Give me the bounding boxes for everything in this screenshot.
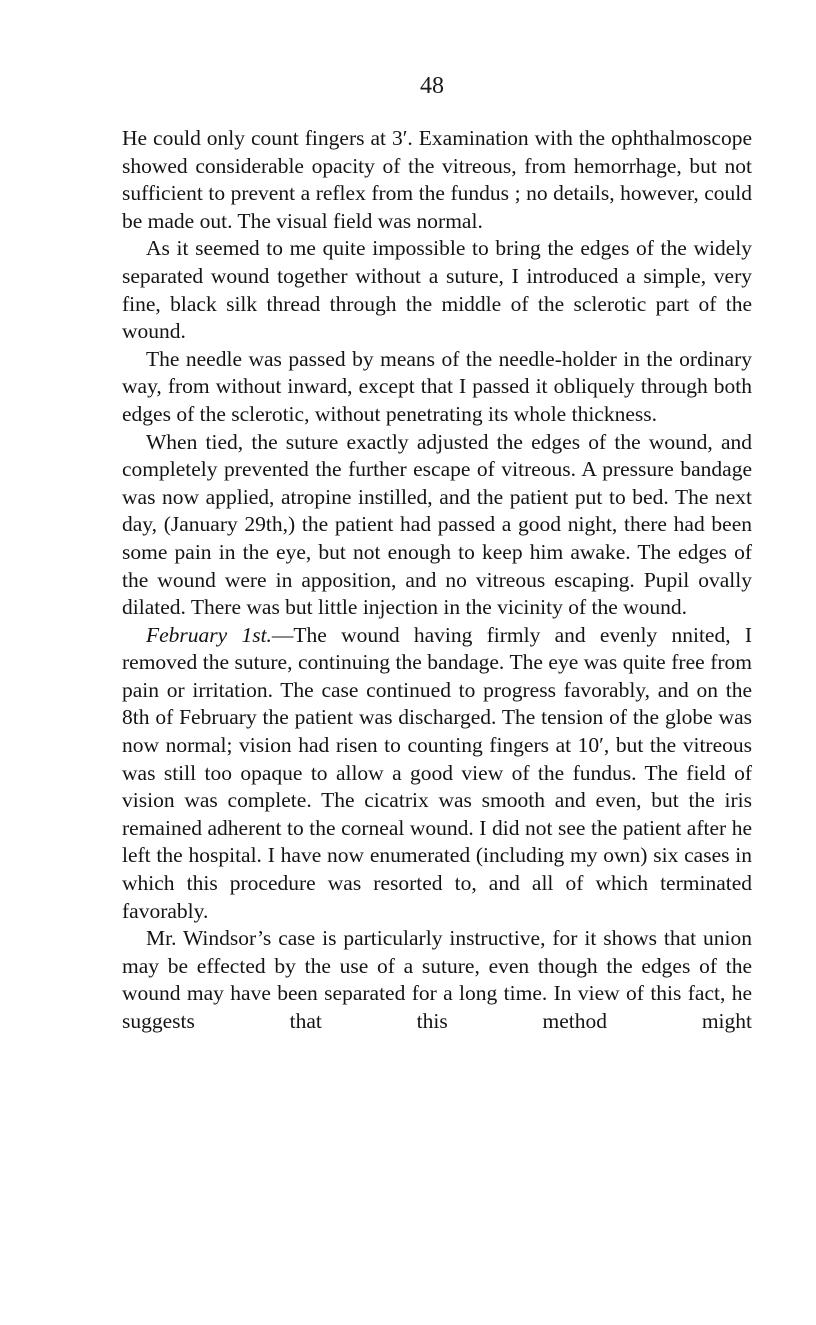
page-number: 48 (420, 73, 444, 99)
date-heading: February 1st. (146, 622, 272, 647)
paragraph-5-text: —The wound having firmly and evenly nnited, I removed the suture, continuing the bandage. The eye was quite free from pain or irritation. The case continued to progress favorably, and on the 8th of February the patient was discharged. The tension of the globe was now normal; vision had risen to counting fingers at 10′, but the vitreous was still too opaque to allow a good view of the fundus. The field of vision was complete. The cicatrix was smooth and even, but the iris remained adherent to the corneal wound. I did not see the patient after he left the hospital. I have now enumerated (including my own) six cases in which this procedure was resorted to, and all of which terminated favorably. (122, 622, 752, 923)
paragraph-1: He could only count fingers at 3′. Examination with the ophthalmoscope showed considerable opacity of the vitreous, from hemorrhage, but not sufficient to prevent a reflex from the fundus ; no details, however, could be made out. The visual field was normal. (122, 126, 752, 233)
paragraph-2: As it seemed to me quite impossible to bring the edges of the widely separated wound together without a suture, I introduced a simple, very fine, black silk thread through the middle of the sclerotic part of the wound. (122, 236, 752, 344)
paragraph-4: When tied, the suture exactly adjusted the edges of the wound, and completely prevented the further escape of vitreous. A pressure bandage was now applied, atropine instilled, and the patient put to bed. The next day, (January 29th,) the patient had passed a good night, there had been some pain in the eye, but not enough to keep him awake. The edges of the wound were in apposition, and no vitreous escaping. Pupil ovally dilated. There was but little injection in the vicinity of the wound. (122, 429, 752, 620)
body-text (122, 125, 752, 1036)
paragraph-3: The needle was passed by means of the needle-holder in the ordinary way, from without inward, except that I passed it obliquely through both edges of the sclerotic, without penetrating its whole thickness. (122, 346, 752, 426)
paragraph-6: Mr. Windsor’s case is particularly instructive, for it shows that union may be effected by the use of a suture, even though the edges of the wound may have been separated for a long time. In view of this fact, he suggests that this method might (122, 926, 752, 1033)
paragraph-5 (122, 622, 752, 926)
